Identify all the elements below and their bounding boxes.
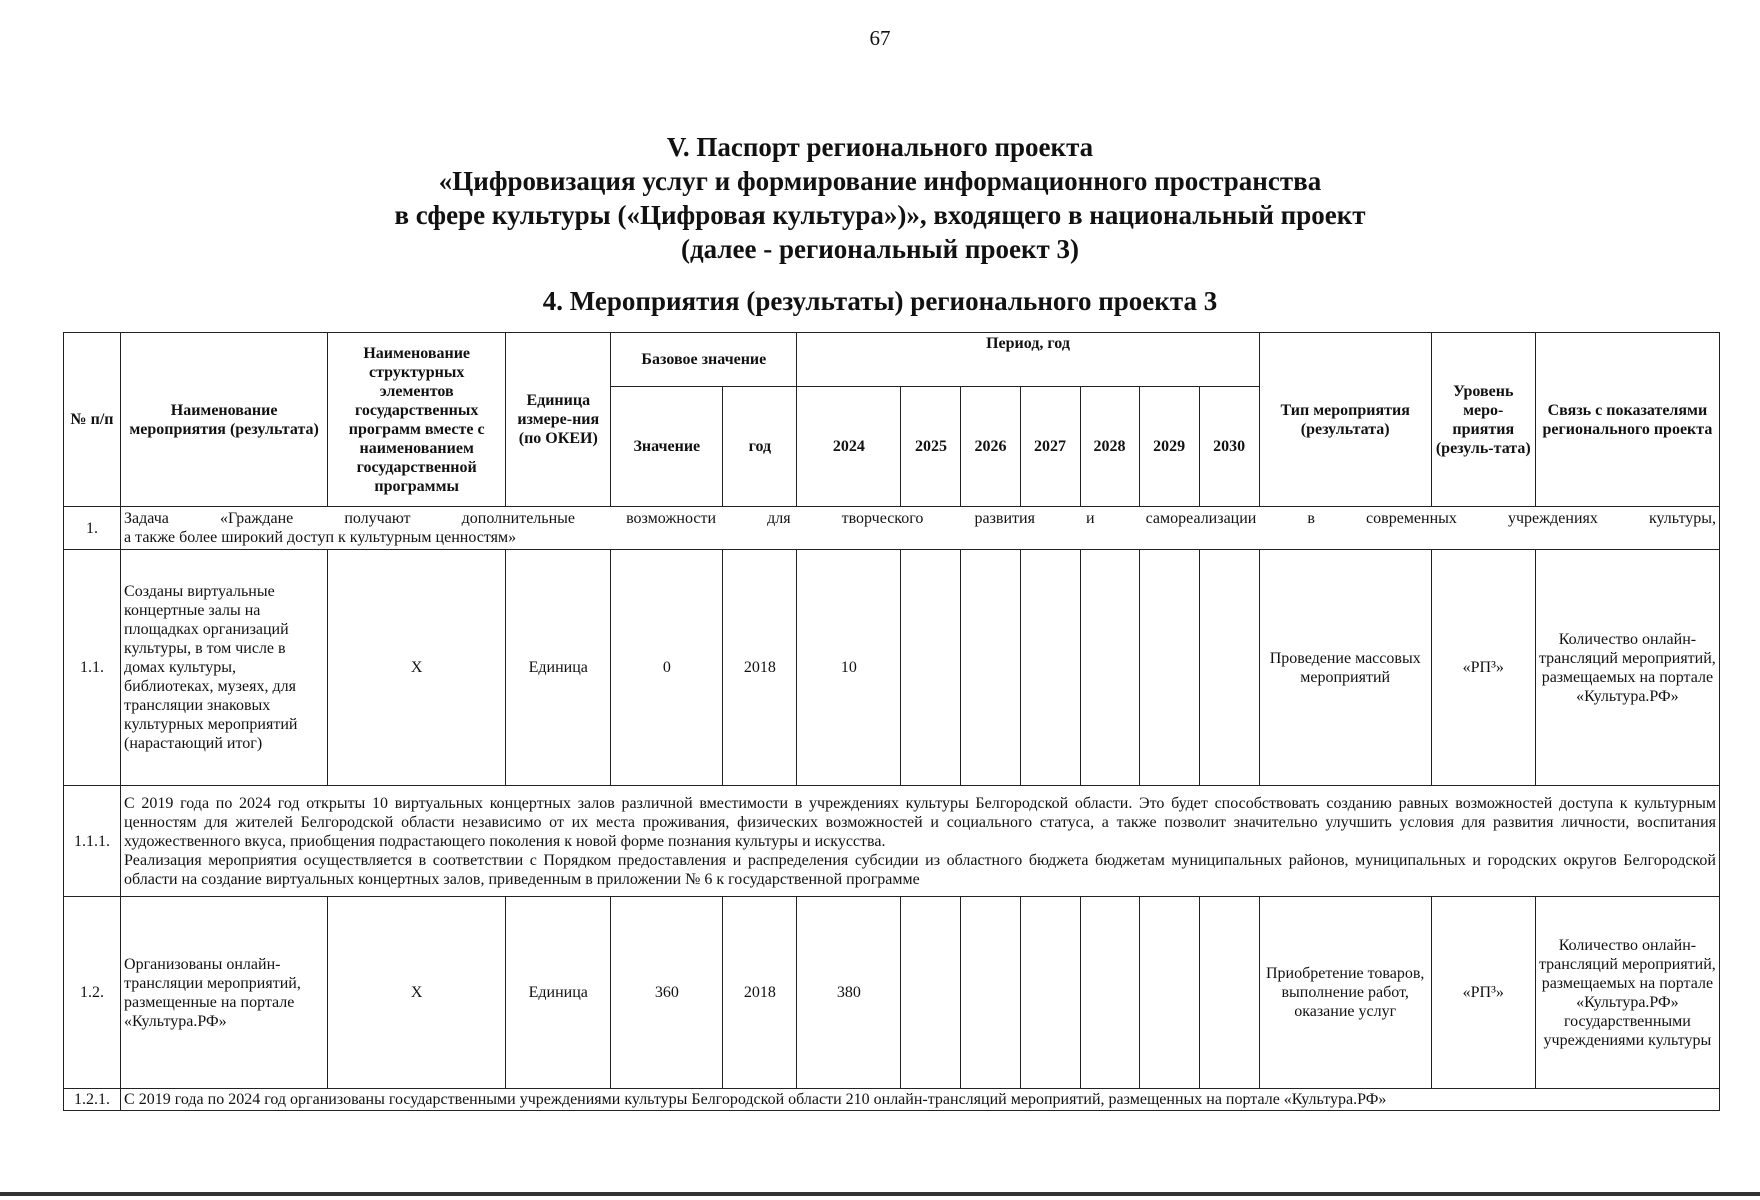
- row-unit: Единица: [506, 550, 611, 786]
- header-unit: Единица измере-ния (по ОКЕИ): [506, 333, 611, 507]
- row-value-2030: [1199, 550, 1259, 786]
- row-value-2025: [901, 550, 961, 786]
- header-year-2028: 2028: [1080, 387, 1139, 507]
- task-row: [64, 507, 1720, 550]
- row-value-2027: [1020, 550, 1080, 786]
- task-text-line-2: а также более широкий доступ к культурным ценностям»: [124, 529, 517, 546]
- header-link: Связь с показателями регионального проекта: [1535, 333, 1719, 507]
- task-text-line-1: Задача «Граждане получают дополнительные возможности для творческого развития и самореализации в современных учреждениях культуры,: [124, 510, 1716, 527]
- row-name: Созданы виртуальные концертные залы на площадках организаций культуры, в том числе в домах культуры, библиотеках, музеях, для трансляции знаковых культурных мероприятий (нарастающий итог): [121, 550, 328, 786]
- row-base-value: 0: [611, 550, 723, 786]
- row-struct: Х: [328, 550, 506, 786]
- row-value-2029: [1139, 550, 1199, 786]
- row-link: Количество онлайн-трансляций мероприятий, размещаемых на портале «Культура.РФ» государственными учреждениями культуры: [1535, 897, 1719, 1089]
- note-text: [121, 786, 1720, 897]
- page-number: 67: [869, 26, 891, 50]
- row-base-year: 2018: [723, 897, 797, 1089]
- row-value-2029: [1139, 897, 1199, 1089]
- row-struct: Х: [328, 897, 506, 1089]
- table-row: [64, 897, 1720, 1089]
- row-base-year: 2018: [723, 550, 797, 786]
- row-base-value: 360: [611, 897, 723, 1089]
- row-level: «РП³»: [1431, 550, 1535, 786]
- table-row: [64, 550, 1720, 786]
- title-line-2: «Цифровизация услуг и формирование информационного пространства: [438, 166, 1322, 196]
- row-value-2030: [1199, 897, 1259, 1089]
- task-text: [121, 507, 1720, 550]
- section-title: [0, 130, 1760, 266]
- header-name: Наименование мероприятия (результата): [121, 333, 328, 507]
- row-value-2024: 380: [797, 897, 901, 1089]
- title-line-4: (далее - региональный проект 3): [680, 234, 1080, 264]
- header-year-2030: 2030: [1199, 387, 1259, 507]
- header-type: Тип мероприятия (результата): [1259, 333, 1431, 507]
- header-base-year: год: [723, 387, 797, 507]
- note-paragraph-1: С 2019 года по 2024 год открыты 10 виртуальных концертных залов различной вместимости в учреждениях культуры Белгородской области. Это будет способствовать созданию равных возможностей доступа к культурным ценностям для жителей Белгородской области независимо от их места проживания, физических возможностей и социального статуса, а также позволит значительно улучшить условия для развития личности, воспитания художественного вкуса, приобщения подрастающего поколения к новой форме познания культуры и искусства.: [124, 794, 1716, 850]
- row-unit: Единица: [506, 897, 611, 1089]
- page-edge-line: [0, 1192, 1760, 1196]
- header-row-1: [64, 333, 1720, 387]
- row-num: 1.1.: [64, 550, 121, 786]
- note-paragraph-2: Реализация мероприятия осуществляется в соответствии с Порядком предоставления и распределения субсидии из областного бюджета бюджетам муниципальных районов, муниципальных и городских округов Белгородской области на создание виртуальных концертных залов, приведенным в приложении № 6 к государственной программе: [124, 851, 1716, 888]
- header-year-2024: 2024: [797, 387, 901, 507]
- row-value-2026: [961, 897, 1020, 1089]
- row-value-2027: [1020, 897, 1080, 1089]
- note-num: 1.2.1.: [64, 1089, 121, 1111]
- row-value-2026: [961, 550, 1020, 786]
- title-line-3: в сфере культуры («Цифровая культура»)», входящего в национальный проект: [394, 200, 1366, 230]
- header-year-2026: 2026: [961, 387, 1020, 507]
- row-level: «РП³»: [1431, 897, 1535, 1089]
- row-value-2025: [901, 897, 961, 1089]
- title-line-1: V. Паспорт регионального проекта: [666, 132, 1094, 162]
- header-base-value: Значение: [611, 387, 723, 507]
- row-link: Количество онлайн-трансляций мероприятий, размещаемых на портале «Культура.РФ»: [1535, 550, 1719, 786]
- header-year-2025: 2025: [901, 387, 961, 507]
- row-type: Приобретение товаров, выполнение работ, оказание услуг: [1259, 897, 1431, 1089]
- header-year-2027: 2027: [1020, 387, 1080, 507]
- header-period: Период, год: [797, 333, 1259, 387]
- header-level: Уровень меро-приятия (резуль-тата): [1431, 333, 1535, 507]
- subsection-title: 4. Мероприятия (результаты) регионального проекта 3: [542, 286, 1218, 316]
- header-base: Базовое значение: [611, 333, 797, 387]
- note-row: [64, 786, 1720, 897]
- row-name: Организованы онлайн-трансляции мероприятий, размещенные на портале «Культура.РФ»: [121, 897, 328, 1089]
- note-text: С 2019 года по 2024 год организованы государственными учреждениями культуры Белгородской области 210 онлайн-трансляций мероприятий, размещенных на портале «Культура.РФ»: [121, 1089, 1720, 1111]
- note-row: [64, 1089, 1720, 1111]
- events-table: [63, 332, 1720, 1111]
- header-struct: Наименование структурных элементов государственных программ вместе с наименованием государственной программы: [328, 333, 506, 507]
- row-num: 1.2.: [64, 897, 121, 1089]
- row-value-2028: [1080, 897, 1139, 1089]
- note-num: 1.1.1.: [64, 786, 121, 897]
- task-num: 1.: [64, 507, 121, 550]
- row-type: Проведение массовых мероприятий: [1259, 550, 1431, 786]
- row-value-2028: [1080, 550, 1139, 786]
- header-num: № п/п: [64, 333, 121, 507]
- row-value-2024: 10: [797, 550, 901, 786]
- header-year-2029: 2029: [1139, 387, 1199, 507]
